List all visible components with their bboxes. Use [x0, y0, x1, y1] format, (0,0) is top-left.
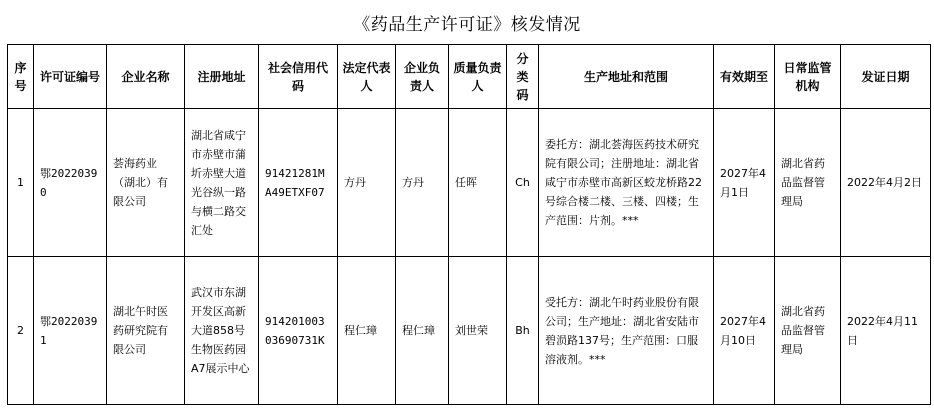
cell-license-no: 鄂20220391: [34, 257, 107, 405]
header-index: 序号: [8, 45, 34, 109]
header-license-no: 许可证编号: [34, 45, 107, 109]
header-legal-rep: 法定代表人: [338, 45, 396, 109]
cell-category: Bh: [507, 257, 539, 405]
cell-legal-rep: 方丹: [338, 109, 396, 257]
page-title: 《药品生产许可证》核发情况: [353, 15, 581, 35]
cell-company-head: 方丹: [396, 109, 449, 257]
cell-scope: 委托方：湖北荟海医药技术研究院有限公司；注册地址：湖北省咸宁市赤壁市高新区蛟龙桥路22号综合楼二楼、三楼、四楼；生产范围：片剂。***: [539, 109, 714, 257]
cell-issue-date: 2022年4月11日: [841, 257, 931, 405]
license-table: [7, 44, 931, 405]
cell-company-head: 程仁璋: [396, 257, 449, 405]
header-supervisor: 日常监管机构: [775, 45, 841, 109]
table-header-row: [8, 45, 931, 109]
cell-index: 1: [8, 109, 34, 257]
cell-scope: 受托方：湖北午时药业股份有限公司；生产地址：湖北省安陆市碧涢路137号；生产范围：口服溶液剂。***: [539, 257, 714, 405]
cell-quality-head: 任晖: [449, 109, 507, 257]
header-quality-head: 质量负责人: [449, 45, 507, 109]
header-company-head: 企业负责人: [396, 45, 449, 109]
table-row: [8, 109, 931, 257]
header-issue-date: 发证日期: [841, 45, 931, 109]
cell-reg-address: 湖北省咸宁市赤壁市蒲圻赤壁大道光谷纵一路与横二路交汇处: [185, 109, 259, 257]
cell-credit-code: 91420100303690731K: [259, 257, 338, 405]
cell-supervisor: 湖北省药品监督管理局: [775, 257, 841, 405]
header-reg-address: 注册地址: [185, 45, 259, 109]
header-scope: 生产地址和范围: [539, 45, 714, 109]
cell-legal-rep: 程仁璋: [338, 257, 396, 405]
table-row: [8, 257, 931, 405]
cell-valid-until: 2027年4月10日: [714, 257, 775, 405]
cell-quality-head: 刘世荣: [449, 257, 507, 405]
cell-license-no: 鄂20220390: [34, 109, 107, 257]
cell-issue-date: 2022年4月2日: [841, 109, 931, 257]
cell-credit-code: 91421281MA49ETXF07: [259, 109, 338, 257]
cell-company: 荟海药业（湖北）有限公司: [107, 109, 185, 257]
cell-index: 2: [8, 257, 34, 405]
header-credit-code: 社会信用代码: [259, 45, 338, 109]
cell-company: 湖北午时医药研究院有限公司: [107, 257, 185, 405]
header-company: 企业名称: [107, 45, 185, 109]
header-valid-until: 有效期至: [714, 45, 775, 109]
cell-valid-until: 2027年4月1日: [714, 109, 775, 257]
cell-supervisor: 湖北省药品监督管理局: [775, 109, 841, 257]
cell-category: Ch: [507, 109, 539, 257]
header-category: 分类码: [507, 45, 539, 109]
cell-reg-address: 武汉市东湖开发区高新大道858号生物医药园A7展示中心: [185, 257, 259, 405]
